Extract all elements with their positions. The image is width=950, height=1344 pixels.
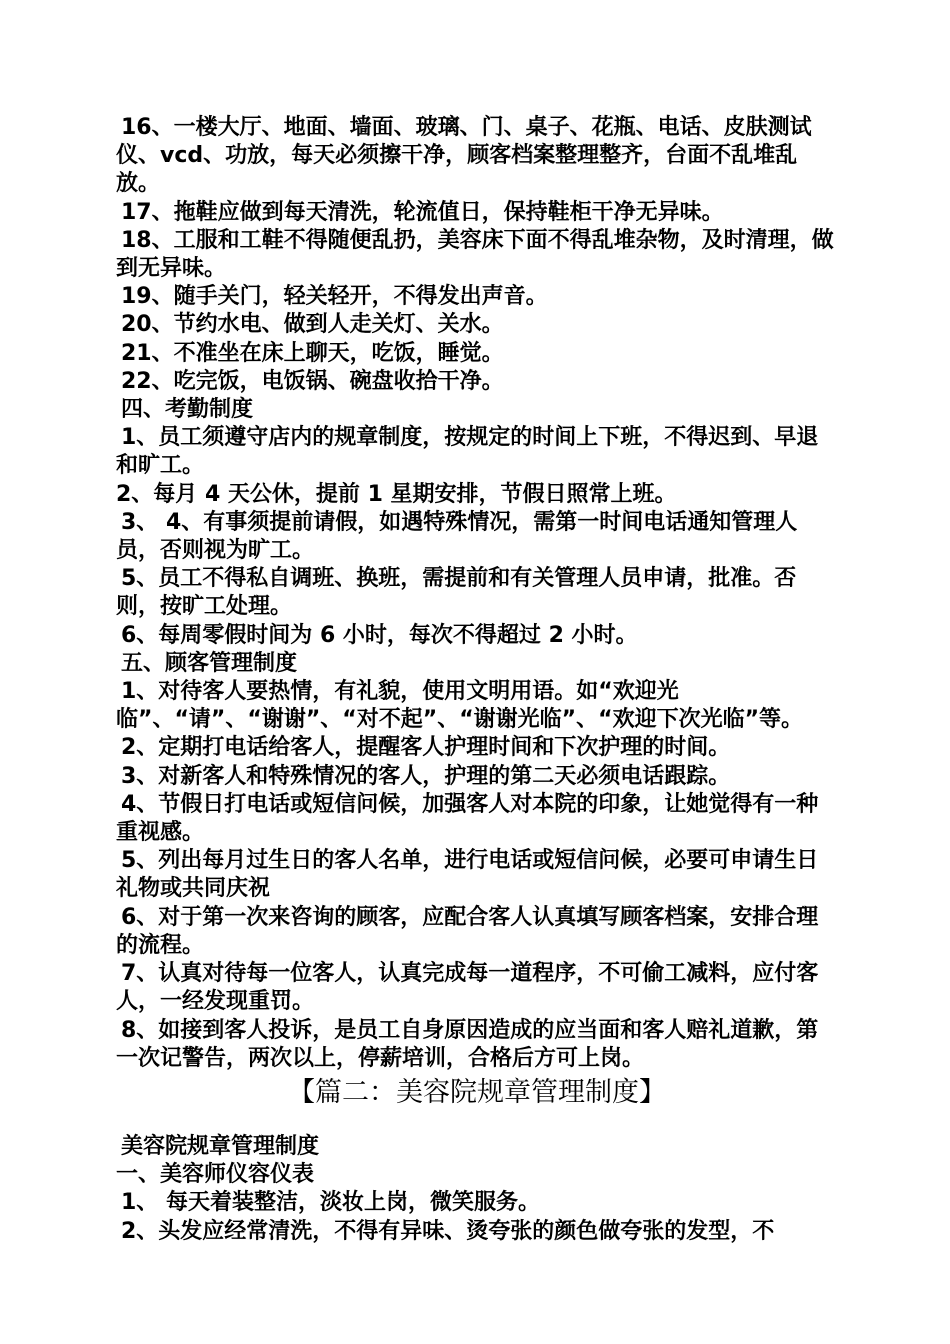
- chapter-two-title: 【篇二：美容院规章管理制度】: [288, 1076, 666, 1108]
- attendance-heading: 四、考勤制度: [121, 397, 254, 423]
- attendance-item-1: 1、员工须遵守店内的规章制度，按规定的时间上下班，不得迟到、早退和旷工。: [116, 425, 819, 479]
- rule-item-21: 21、不准坐在床上聊天，吃饭，睡觉。: [121, 340, 504, 366]
- customer-item-8: 8、如接到客人投诉，是员工自身原因造成的应当面和客人赔礼道歉，第一次记警告，两次以上，停薪培训，合格后方可上岗。: [116, 1017, 819, 1071]
- rule-item-20: 20、节约水电、做到人走关灯、关水。: [121, 312, 504, 338]
- customer-item-5: 5、列出每月过生日的客人名单，进行电话或短信问候，必要可申请生日礼物或共同庆祝: [116, 848, 819, 902]
- customer-heading: 五、顾客管理制度: [121, 650, 298, 676]
- rule-item-18: 18、工服和工鞋不得随便乱扔，美容床下面不得乱堆杂物，及时清理，做到无异味。: [116, 227, 834, 282]
- customer-item-4: 4、节假日打电话或短信问候，加强客人对本院的印象，让她觉得有一种重视感。: [116, 791, 819, 846]
- customer-item-7: 7、认真对待每一位客人，认真完成每一道程序，不可偷工减料，应付客人，一经发现重罚。: [116, 961, 819, 1015]
- attendance-item-6: 6、每周零假时间为 6 小时，每次不得超过 2 小时。: [121, 622, 638, 648]
- rule-item-16: 16、一楼大厅、地面、墙面、玻璃、门、桌子、花瓶、电话、皮肤测试仪、vcd、功放，每天必须擦干净，顾客档案整理整齐，台面不乱堆乱放。: [116, 115, 812, 197]
- customer-item-3: 3、对新客人和特殊情况的客人，护理的第二天必须电话跟踪。: [121, 763, 731, 789]
- appearance-item-2: 2、头发应经常清洗，不得有异味、烫夸张的颜色做夸张的发型，不: [121, 1218, 775, 1244]
- attendance-item-2: 2、每月 4 天公休，提前 1 星期安排，节假日照常上班。: [116, 481, 677, 507]
- chapter-two-section-heading: 一、美容师仪容仪表: [116, 1162, 315, 1188]
- attendance-item-5: 5、员工不得私自调班、换班，需提前和有关管理人员申请，批准。否则，按旷工处理。: [116, 566, 797, 620]
- attendance-item-3-4: 3、 4、有事须提前请假，如遇特殊情况，需第一时间电话通知管理人员，否则视为旷工。: [116, 509, 798, 564]
- customer-item-6: 6、对于第一次来咨询的顾客，应配合客人认真填写顾客档案，安排合理的流程。: [116, 904, 819, 958]
- rule-item-17: 17、拖鞋应做到每天清洗，轮流值日，保持鞋柜干净无异味。: [121, 199, 724, 225]
- customer-item-2: 2、定期打电话给客人，提醒客人护理时间和下次护理的时间。: [121, 735, 731, 761]
- customer-item-1: 1、对待客人要热情，有礼貌，使用文明用语。如“欢迎光临”、“请”、“谢谢”、“对不起”、“谢谢光临”、“欢迎下次光临”等。: [116, 679, 804, 733]
- rule-item-22: 22、吃完饭，电饭锅、碗盘收拾干净。: [121, 368, 504, 394]
- rule-item-19: 19、随手关门，轻关轻开，不得发出声音。: [121, 284, 548, 310]
- chapter-two-doc-title: 美容院规章管理制度: [121, 1133, 320, 1159]
- appearance-item-1: 1、 每天着装整洁，淡妆上岗，微笑服务。: [121, 1190, 540, 1216]
- document-body: [116, 114, 838, 1246]
